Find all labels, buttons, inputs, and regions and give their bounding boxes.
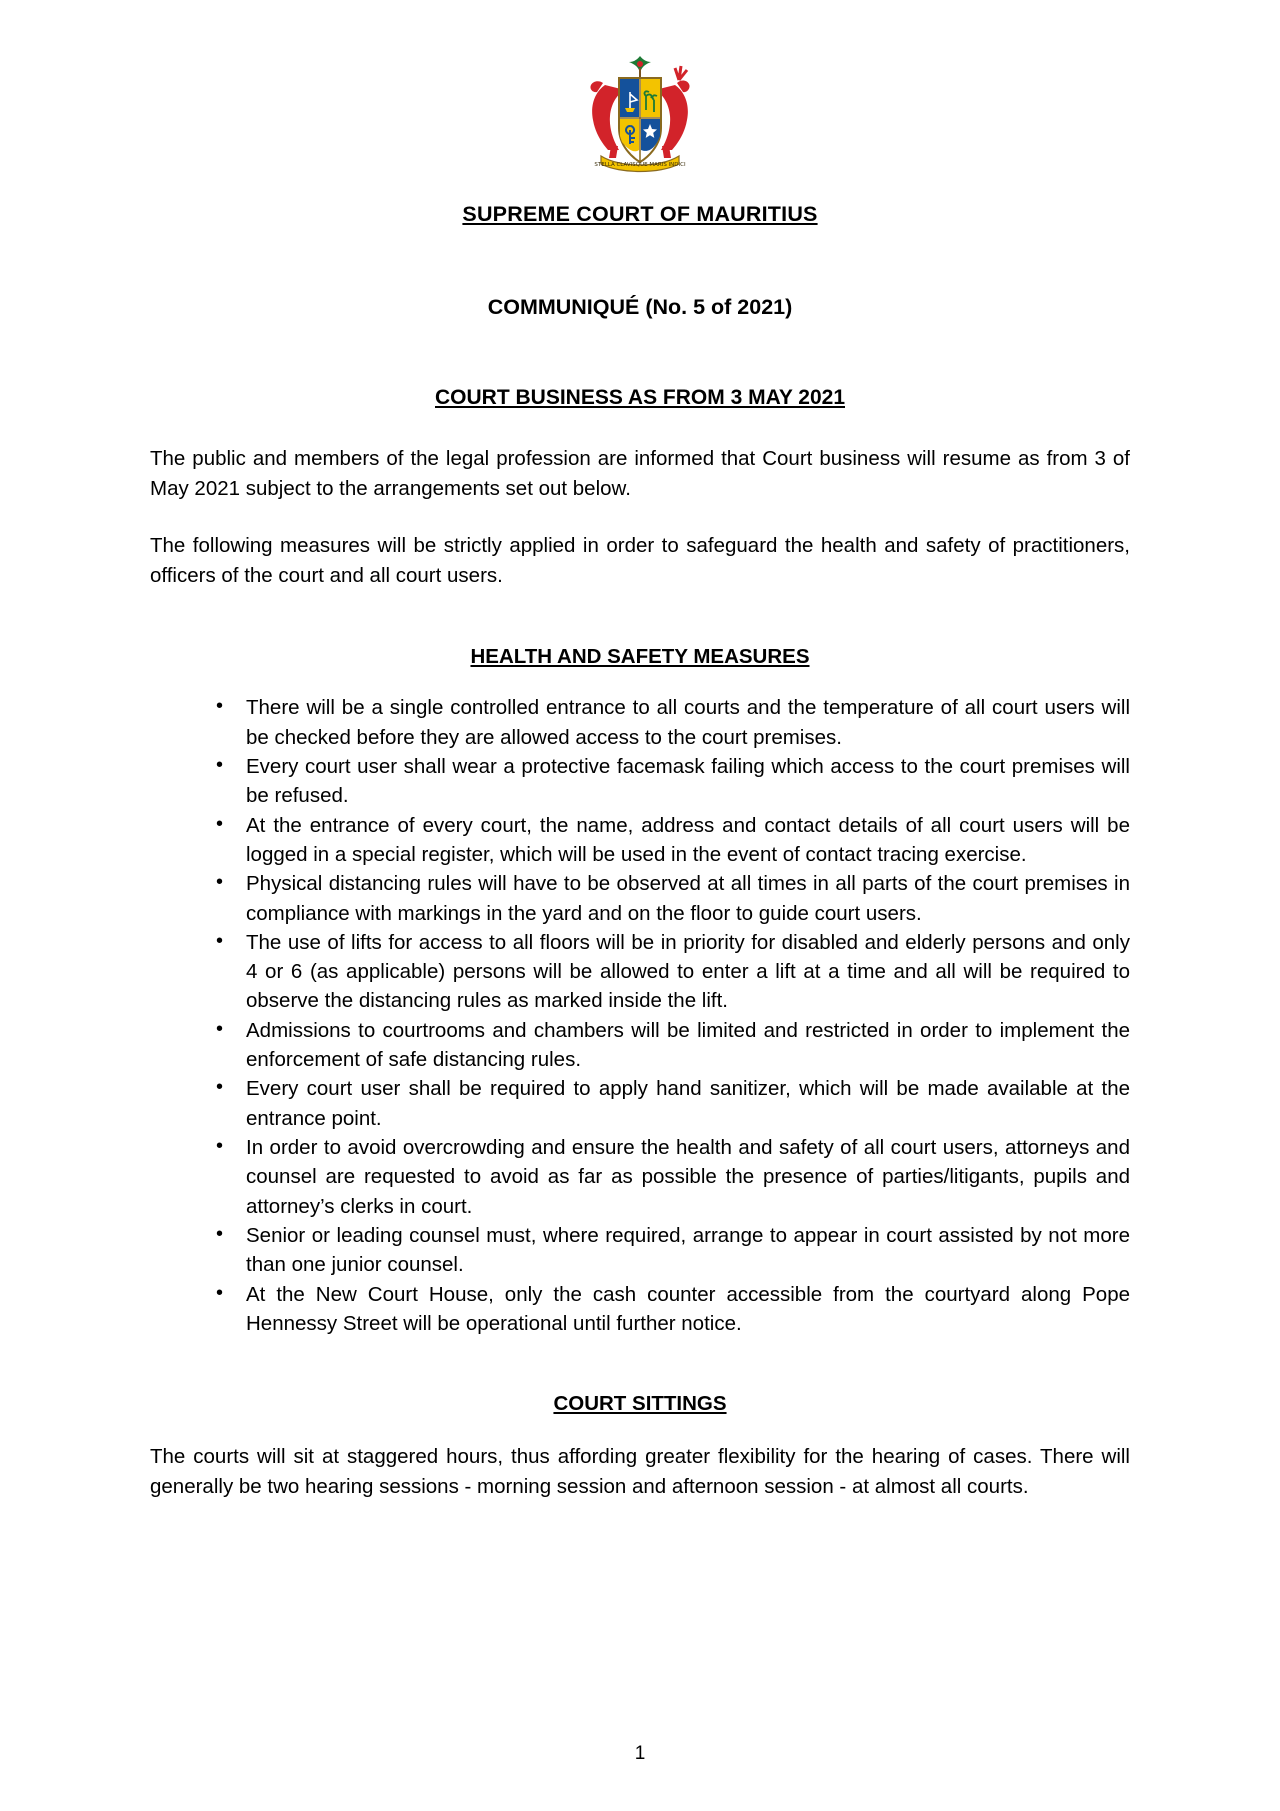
list-item: • Senior or leading counsel must, where required, arrange to appear in court assisted by not more than one junior counsel. <box>208 1221 1130 1280</box>
list-item: • Admissions to courtrooms and chambers will be limited and restricted in order to implement the enforcement of safe distancing rules. <box>208 1016 1130 1075</box>
section-heading-court-sittings-text: COURT SITTINGS <box>553 1392 727 1416</box>
list-item: • Every court user shall be required to apply hand sanitizer, which will be made available at the entrance point. <box>208 1074 1130 1133</box>
list-item: • The use of lifts for access to all floors will be in priority for disabled and elderly persons and only 4 or 6 (as applicable) persons will be allowed to enter a lift at a time and all will be required to observe the distancing rules as marked inside the lift. <box>208 928 1130 1016</box>
document-subject <box>150 386 1130 410</box>
section-heading-health-safety <box>150 645 1130 669</box>
intro-paragraph-1: The public and members of the legal profession are informed that Court business will resume as from 3 of May 2021 subject to the arrangements set out below. <box>150 447 1130 501</box>
communique-number: COMMUNIQUÉ (No. 5 of 2021) <box>487 295 793 319</box>
section-heading-court-sittings <box>150 1392 1130 1416</box>
page-number: 1 <box>634 1743 646 1764</box>
svg-text:STELLA CLAVISQUE MARIS INDICI: STELLA CLAVISQUE MARIS INDICI <box>594 162 686 168</box>
page-title-text: SUPREME COURT OF MAURITIUS <box>462 202 818 226</box>
mauritius-coat-of-arms-icon <box>575 50 705 180</box>
list-item: • Physical distancing rules will have to be observed at all times in all parts of the court premises in compliance with markings in the yard and on the floor to guide court users. <box>208 869 1130 928</box>
list-item: • In order to avoid overcrowding and ensure the health and safety of all court users, attorneys and counsel are requested to avoid as far as possible the presence of parties/litigants, pupils and attorney’s clerks in court. <box>208 1133 1130 1221</box>
list-item: • At the entrance of every court, the name, address and contact details of all court users will be logged in a special register, which will be used in the event of contact tracing exercise. <box>208 811 1130 870</box>
list-item: • Every court user shall wear a protective facemask failing which access to the court premises will be refused. <box>208 752 1130 811</box>
document-subject-text: COURT BUSINESS AS FROM 3 MAY 2021 <box>435 386 845 409</box>
court-sittings-paragraph: The courts will sit at staggered hours, thus affording greater flexibility for the hearing of cases. There will generally be two hearing sessions - morning session and afternoon session - at almost all courts. <box>150 1445 1130 1499</box>
health-safety-measures-list <box>150 693 1130 1338</box>
list-item: • There will be a single controlled entrance to all courts and the temperature of all court users will be checked before they are allowed access to the court premises. <box>208 693 1130 752</box>
page-title <box>150 202 1130 227</box>
section-heading-health-safety-text: HEALTH AND SAFETY MEASURES <box>470 645 810 669</box>
list-item: • At the New Court House, only the cash counter accessible from the courtyard along Pope Hennessy Street will be operational until further notice. <box>208 1280 1130 1339</box>
coat-of-arms-container <box>150 50 1130 180</box>
intro-paragraph-2: The following measures will be strictly applied in order to safeguard the health and safety of practitioners, officers of the court and all court users. <box>150 533 1130 587</box>
